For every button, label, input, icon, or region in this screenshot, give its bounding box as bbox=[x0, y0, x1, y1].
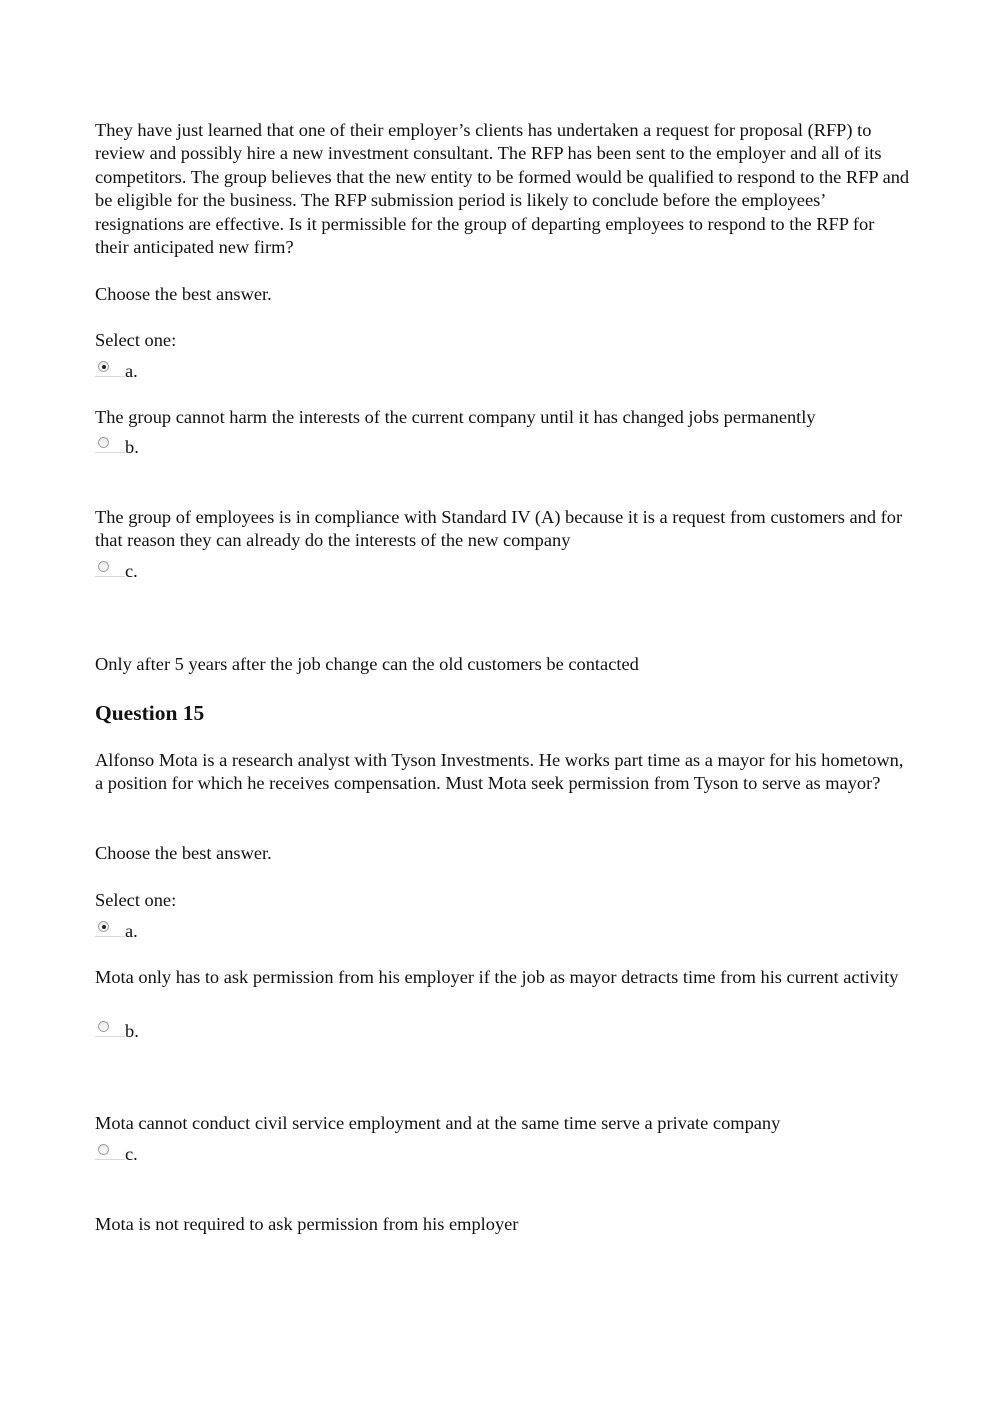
q15-option-a-text: Mota only has to ask permission from his employer if the job as mayor detracts time from his current activity bbox=[95, 967, 899, 987]
q14-option-c-text: Only after 5 years after the job change can the old customers be contacted bbox=[95, 654, 639, 674]
q14-option-a-letter: a. bbox=[125, 361, 138, 381]
q15-option-c-text: Mota is not required to ask permission from his employer bbox=[95, 1214, 519, 1234]
q15-option-a-radio[interactable] bbox=[95, 918, 155, 942]
radio-unchecked-icon[interactable] bbox=[98, 1144, 109, 1155]
q14-option-b-text: The group of employees is in compliance with Standard IV (A) because it is a request from customers and for that reason they can already do the interests of the new company bbox=[95, 507, 903, 551]
q15-select-prompt: Select one: bbox=[95, 890, 177, 910]
q15-option-b-letter: b. bbox=[125, 1021, 139, 1041]
q14-select-prompt: Select one: bbox=[95, 330, 177, 350]
q15-stem: Alfonso Mota is a research analyst with Tyson Investments. He works part time as a mayor for his hometown, a position for which he receives compensation. Must Mota seek permission from Tyson to serve as mayor? bbox=[95, 750, 904, 794]
q14-option-a-radio[interactable] bbox=[95, 358, 155, 382]
radio-unchecked-icon[interactable] bbox=[98, 561, 109, 572]
q14-option-b-radio[interactable] bbox=[95, 434, 155, 458]
q15-option-a-letter: a. bbox=[125, 921, 138, 941]
radio-checked-icon[interactable] bbox=[98, 921, 109, 932]
q14-stem: They have just learned that one of their employer’s clients has undertaken a request for proposal (RFP) to review and possibly hire a new investment consultant. The RFP has been sent to the employer and all of its competitors. The group believes that the new entity to be formed would be qualified to respond to the RFP and be eligible for the business. The RFP submission period is likely to conclude before the employees’ resignations are effective. Is it permissible for the group of departing employees to respond to the RFP for their anticipated new firm? bbox=[95, 120, 910, 258]
q14-option-a-text: The group cannot harm the interests of the current company until it has changed jobs permanently bbox=[95, 407, 816, 427]
q14-option-c-radio[interactable] bbox=[95, 558, 155, 582]
radio-checked-icon[interactable] bbox=[98, 361, 109, 372]
q15-heading: Question 15 bbox=[95, 701, 205, 725]
radio-unchecked-icon[interactable] bbox=[98, 437, 109, 448]
q15-option-b-radio[interactable] bbox=[95, 1018, 155, 1042]
q14-option-b-letter: b. bbox=[125, 437, 139, 457]
radio-unchecked-icon[interactable] bbox=[98, 1021, 109, 1032]
q15-instruction: Choose the best answer. bbox=[95, 843, 272, 863]
q15-option-c-radio[interactable] bbox=[95, 1141, 155, 1165]
q14-instruction: Choose the best answer. bbox=[95, 284, 272, 304]
q15-option-c-letter: c. bbox=[125, 1144, 138, 1164]
q15-option-b-text: Mota cannot conduct civil service employment and at the same time serve a private company bbox=[95, 1113, 781, 1133]
q14-option-c-letter: c. bbox=[125, 561, 138, 581]
